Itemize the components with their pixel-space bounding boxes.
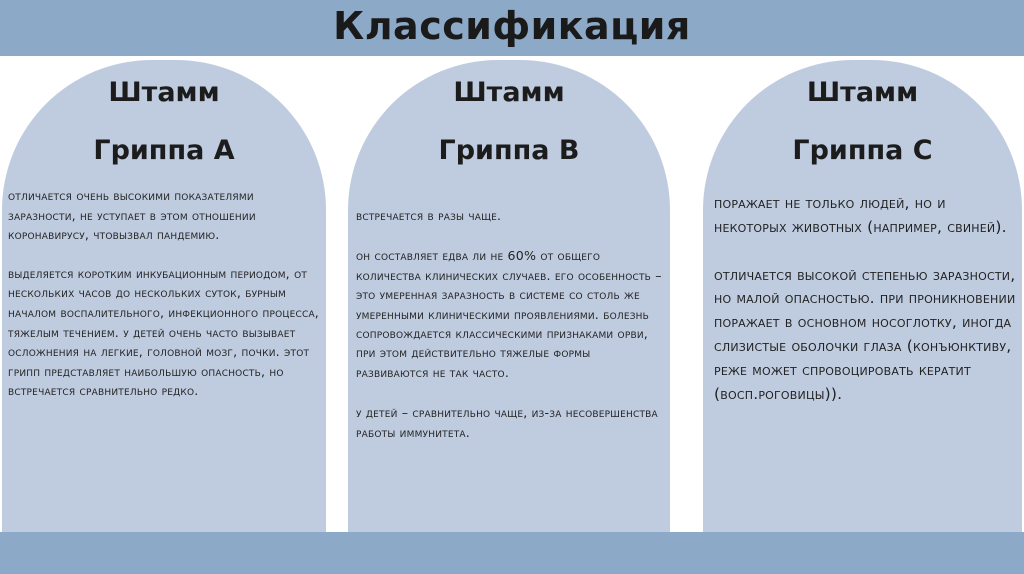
card-paragraph: отличается очень высокими показателями заразности, не уступает в этом отношении коронавирусу, чтовызвал пандемию. <box>8 188 256 243</box>
card-paragraph: он составляет едва ли не 60% от общего количества клинических случаев. его особенность – это умеренная заразность в системе со столь же умеренными клиническими проявлениями. болезнь сопровождается классическими признаками орви, при этом действительно тяжелые формы развиваются не так часто. <box>356 248 662 380</box>
card-heading-strain: Штамм <box>453 77 565 108</box>
card-paragraph: выделяется коротким инкубационным периодом, от нескольких часов до нескольких суток, бурным началом воспалительного, инфекционного процесса, тяжелым течением. у детей очень часто вызывает осложнения на легкие, головной мозг, почки. этот грипп представляет наибольшую опасность, но встречается сравнительно редко. <box>8 265 319 399</box>
card-influenza-a <box>2 60 326 532</box>
card-heading-strain: Штамм <box>108 77 220 108</box>
card-heading-type: Гриппа В <box>438 135 580 166</box>
footer-band <box>0 532 1024 574</box>
card-influenza-c <box>703 60 1022 532</box>
card-paragraph: встречается в разы чаще. <box>356 208 502 223</box>
card-influenza-b <box>348 60 670 532</box>
card-body <box>356 206 666 442</box>
page-title: Классификация <box>333 4 691 48</box>
card-heading-type: Гриппа А <box>93 135 235 166</box>
card-heading-type: Гриппа С <box>792 135 933 166</box>
card-body <box>714 192 1020 406</box>
card-paragraph: отличается высокой степенью заразности, но малой опасностью. при проникновении поражает в основном носоглотку, иногда слизистые оболочки глаза (конъюнктиву, реже может спровоцировать кератит (восп.роговицы)). <box>714 265 1016 403</box>
card-paragraph: у детей – сравнительно чаще, из-за несовершенства работы иммунитета. <box>356 405 658 440</box>
card-paragraph: поражает не только людей, но и некоторых животных (например, свиней). <box>714 194 1007 236</box>
card-heading-strain: Штамм <box>806 77 919 108</box>
card-body <box>8 186 324 401</box>
